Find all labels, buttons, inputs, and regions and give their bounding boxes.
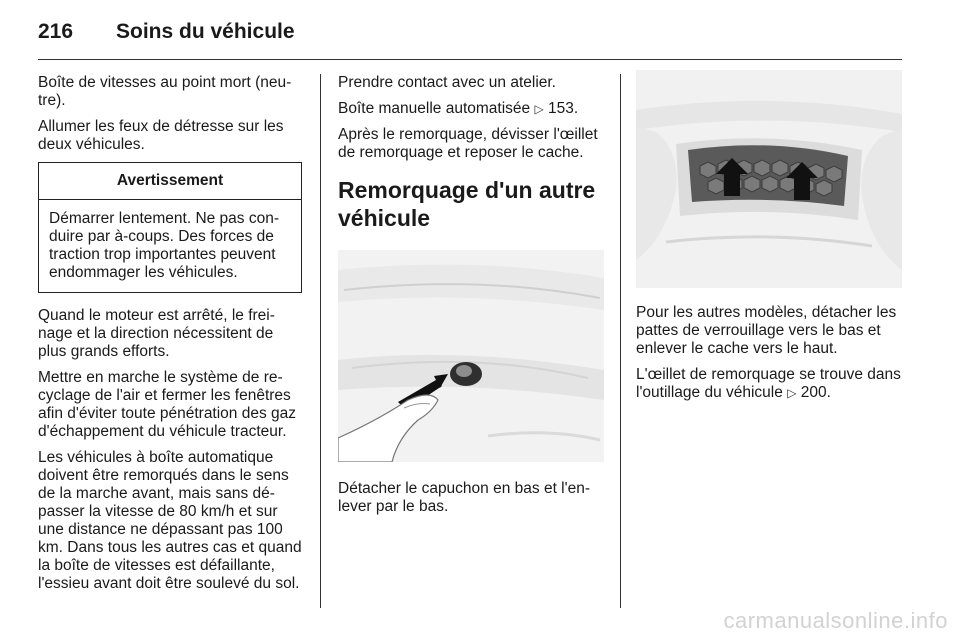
paragraph-with-reference bbox=[636, 366, 902, 402]
page-title: Soins du véhicule bbox=[116, 20, 295, 43]
column-left bbox=[38, 74, 302, 601]
column-divider bbox=[320, 74, 321, 608]
column-divider bbox=[620, 74, 621, 608]
page-reference: 153. bbox=[548, 100, 579, 117]
paragraph: Mettre en marche le système de recyclage de l'air et fermer les fenêtres afin d'éviter toute pénétration des gaz d'échappement du véhicule tracteur. bbox=[38, 369, 297, 440]
towing-cap-removal-illustration bbox=[338, 250, 604, 462]
watermark: carmanualsonline.info bbox=[723, 608, 948, 633]
paragraph: Prendre contact avec un atelier. bbox=[338, 74, 556, 91]
paragraph-text: L'œillet de remorquage se trouve dans l'outillage du véhicule bbox=[636, 366, 901, 401]
column-right bbox=[636, 74, 902, 410]
warning-title: Avertissement bbox=[39, 163, 301, 200]
reference-arrow-icon: ▷ bbox=[534, 102, 544, 116]
paragraph-text: Boîte manuelle automatisée bbox=[338, 100, 531, 117]
column-middle bbox=[338, 74, 604, 524]
page-number: 216 bbox=[38, 20, 74, 43]
towing-eye-cover-illustration bbox=[636, 70, 902, 288]
section-heading: Remorquage d'un autre véhicule bbox=[338, 177, 596, 231]
paragraph: Les véhicules à boîte automatique doivent être remorqués dans le sens de la marche avant, mais sans dépasser la vitesse de 80 km/h et sur une distance ne dépassant pas 100 km. Dans tous les autres cas et quand la boîte de vitesses est défaillante, l'essieu avant doit être soulevé du sol. bbox=[38, 449, 302, 592]
paragraph-with-reference bbox=[338, 100, 604, 118]
paragraph: Boîte de vitesses au point mort (neutre). bbox=[38, 74, 292, 109]
page-reference: 200. bbox=[800, 384, 831, 401]
page-header bbox=[38, 14, 902, 60]
warning-box bbox=[38, 162, 302, 293]
warning-text: Démarrer lentement. Ne pas conduire par à-coups. Des forces de traction trop importantes peuvent endommager les véhicules. bbox=[49, 210, 280, 281]
reference-arrow-icon: ▷ bbox=[787, 386, 797, 400]
paragraph: Pour les autres modèles, détacher les pattes de verrouillage vers le bas et enlever le cache vers le haut. bbox=[636, 304, 897, 357]
paragraph: Allumer les feux de détresse sur les deux véhicules. bbox=[38, 118, 284, 153]
paragraph: Après le remorquage, dévisser l'œillet de remorquage et reposer le cache. bbox=[338, 126, 598, 161]
illustration-caption: Détacher le capuchon en bas et l'enlever par le bas. bbox=[338, 480, 590, 515]
paragraph: Quand le moteur est arrêté, le freinage et la direction nécessitent de plus grands efforts. bbox=[38, 307, 275, 360]
